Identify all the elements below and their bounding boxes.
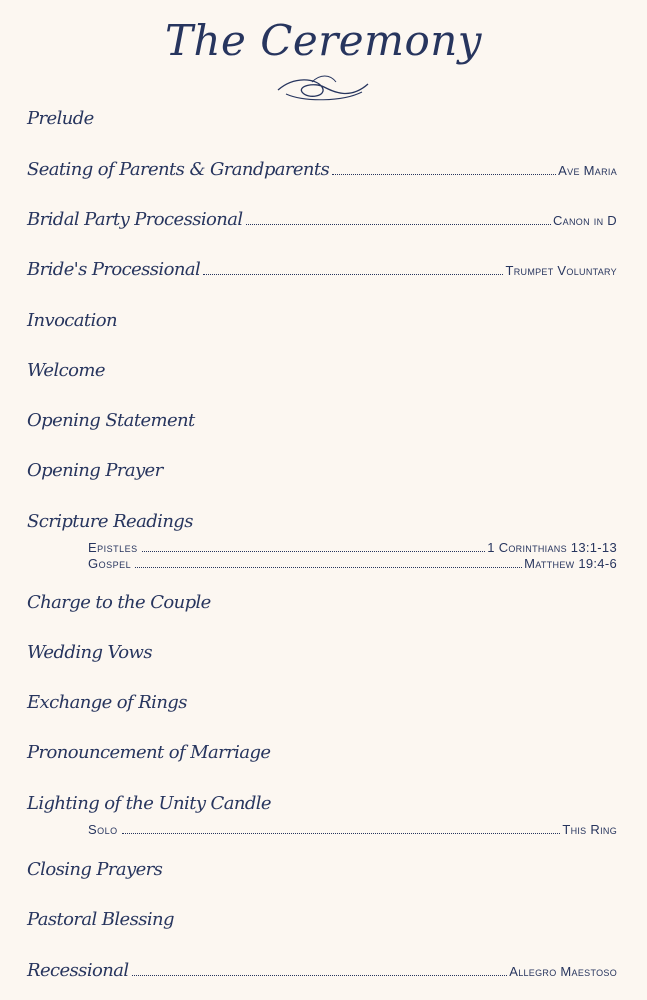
program-item-bridal-party-processional bbox=[27, 201, 617, 229]
dot-leader bbox=[246, 223, 551, 225]
program-item-pastoral-blessing bbox=[27, 901, 617, 929]
program-item-seating bbox=[27, 151, 617, 179]
program-item-unity-candle bbox=[27, 785, 617, 813]
item-label: Seating of Parents & Grandparents bbox=[27, 159, 330, 180]
item-label: Bridal Party Processional bbox=[27, 209, 243, 230]
program-item-recessional bbox=[27, 952, 617, 980]
item-label: Closing Prayers bbox=[27, 859, 163, 880]
item-label: Pastoral Blessing bbox=[27, 909, 174, 930]
solo-value: This Ring bbox=[562, 822, 617, 837]
program-item-invocation bbox=[27, 302, 617, 330]
item-label: Lighting of the Unity Candle bbox=[27, 793, 271, 814]
reading-epistles bbox=[88, 539, 617, 554]
program-item-brides-processional bbox=[27, 251, 617, 279]
program-item-pronouncement bbox=[27, 734, 617, 762]
item-label: Wedding Vows bbox=[27, 642, 152, 663]
reading-value: 1 Corinthians 13:1-13 bbox=[487, 540, 617, 555]
item-label: Scripture Readings bbox=[27, 511, 193, 532]
dot-leader bbox=[142, 550, 486, 552]
program-item-prelude bbox=[27, 100, 617, 128]
reading-value: Matthew 19:4-6 bbox=[524, 556, 617, 571]
program-item-wedding-vows bbox=[27, 634, 617, 662]
item-label: Charge to the Couple bbox=[27, 592, 211, 613]
reading-label: Epistles bbox=[88, 540, 138, 555]
dot-leader bbox=[135, 566, 522, 568]
solo-label: Solo bbox=[88, 822, 118, 837]
program-item-opening-statement bbox=[27, 402, 617, 430]
item-label: Opening Prayer bbox=[27, 460, 163, 481]
solo-line bbox=[88, 821, 617, 836]
reading-label: Gospel bbox=[88, 556, 132, 571]
item-label: Opening Statement bbox=[27, 410, 195, 431]
program-item-closing-prayers bbox=[27, 851, 617, 879]
flourish-ornament-icon bbox=[272, 70, 374, 104]
dot-leader bbox=[203, 273, 503, 275]
program-item-exchange-of-rings bbox=[27, 684, 617, 712]
item-label: Recessional bbox=[27, 960, 129, 981]
item-label: Invocation bbox=[27, 310, 117, 331]
item-music: Trumpet Voluntary bbox=[505, 263, 617, 278]
program-item-welcome bbox=[27, 352, 617, 380]
item-music: Canon in D bbox=[552, 213, 617, 228]
item-label: Exchange of Rings bbox=[27, 692, 187, 713]
dot-leader bbox=[122, 832, 561, 834]
reading-gospel bbox=[88, 555, 617, 570]
item-music: Ave Maria bbox=[558, 163, 617, 178]
program-title: The Ceremony bbox=[164, 16, 483, 65]
item-label: Welcome bbox=[27, 360, 105, 381]
item-label: Pronouncement of Marriage bbox=[27, 742, 271, 763]
item-label: Bride's Processional bbox=[27, 259, 201, 280]
dot-leader bbox=[132, 974, 508, 976]
program-item-charge-to-couple bbox=[27, 584, 617, 612]
dot-leader bbox=[332, 173, 556, 175]
item-label: Prelude bbox=[27, 108, 94, 129]
program-item-opening-prayer bbox=[27, 452, 617, 480]
item-music: Allegro Maestoso bbox=[509, 964, 617, 979]
program-item-scripture-readings bbox=[27, 503, 617, 531]
